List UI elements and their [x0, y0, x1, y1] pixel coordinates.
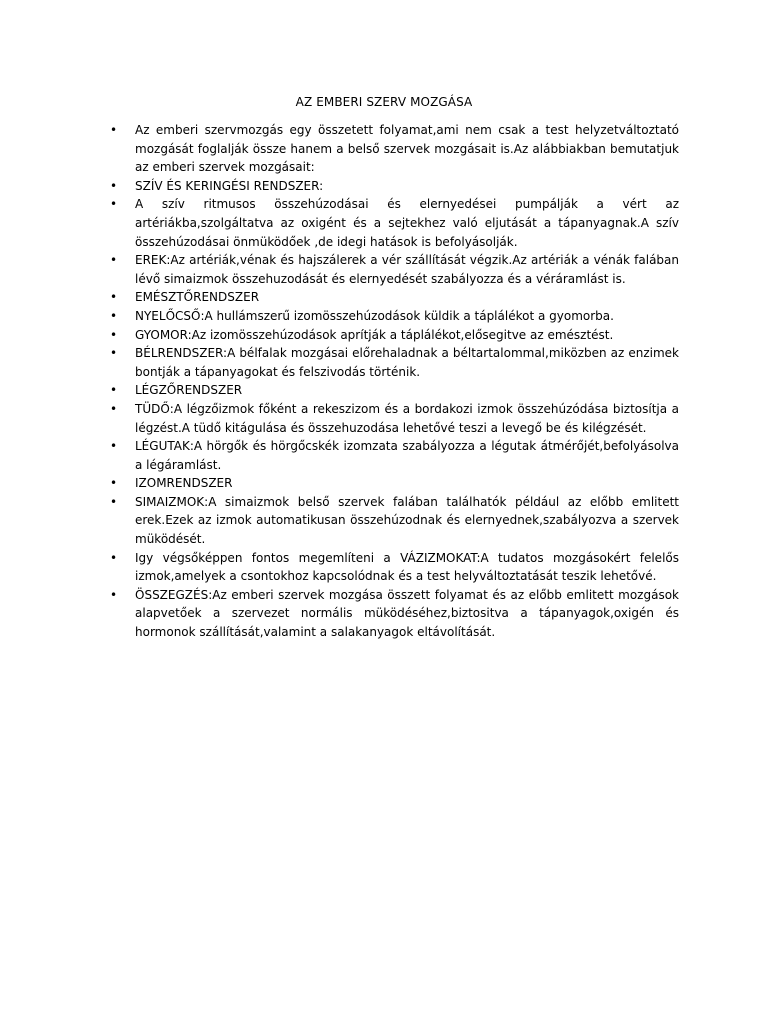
bullet-icon: •: [110, 123, 118, 137]
list-item-text: LÉGUTAK:A hörgők és hörgőcskék izomzata szabályozza a légutak átmérőjét,befolyásolva a légáramlást.: [135, 439, 679, 472]
list-item: [0, 493, 768, 549]
list-item-text: EMÉSZTŐRENDSZER: [135, 290, 260, 305]
bullet-list: [0, 121, 768, 642]
bullet-icon: •: [110, 383, 118, 398]
list-item: [0, 288, 768, 307]
list-item: [0, 344, 768, 381]
bullet-icon: •: [110, 327, 118, 342]
list-item: [0, 251, 768, 288]
bullet-icon: •: [110, 178, 118, 193]
list-item-text: LÉGZŐRENDSZER: [135, 383, 243, 398]
list-item-text: SZÍV ÉS KERINGÉSI RENDSZER:: [135, 178, 324, 193]
list-item: [0, 549, 768, 586]
bullet-icon: •: [110, 550, 118, 565]
list-item: [0, 400, 768, 437]
list-item: [0, 121, 768, 177]
list-item-text: NYELŐCSŐ:A hullámszerű izomösszehúzodások küldik a táplálékot a gyomorba.: [135, 308, 614, 323]
bullet-icon: •: [110, 346, 118, 361]
list-item: [0, 474, 768, 493]
list-item-text: A szív ritmusos összehúzodásai és elernyedései pumpálják a vért az artériákba,szolgáltatva az oxigént és a sejtekhez való eljutását a tápanyagnak.A szív összehúzodásai önmüködőek ,de idegi hatások is befolyásolják.: [135, 197, 679, 249]
list-item-text: GYOMOR:Az izomösszehúzodások aprítják a táplálékot,elősegitve az emésztést.: [135, 327, 614, 342]
bullet-icon: •: [110, 476, 118, 491]
bullet-icon: •: [110, 290, 118, 305]
list-item: [0, 195, 768, 251]
bullet-icon: •: [110, 253, 118, 268]
list-item: [0, 586, 768, 642]
list-item-text: BÉLRENDSZER:A bélfalak mozgásai előrehaladnak a béltartalommal,miközben az enzimek bontják a tápanyagokat és felszivodás történik.: [135, 346, 679, 379]
list-item: [0, 381, 768, 400]
bullet-icon: •: [110, 439, 118, 454]
list-item: [0, 177, 768, 196]
bullet-icon: •: [110, 587, 118, 602]
document-title: AZ EMBERI SZERV MOZGÁSA: [295, 95, 473, 109]
bullet-icon: •: [110, 401, 118, 416]
bullet-icon: •: [110, 494, 118, 509]
list-item: [0, 326, 768, 345]
list-item-text: IZOMRENDSZER: [135, 476, 233, 491]
list-item-text: SIMAIZMOK:A simaizmok belső szervek falában találhatók például az előbb emlitett erek.Ezek az izmok automatikusan összehúzodnak és elernyednek,szabályozva a szervek müködését.: [135, 494, 679, 547]
list-item-text: Az emberi szervmozgás egy összetett folyamat,ami nem csak a test helyzetváltoztató mozgását foglalják össze hanem a belső szervek mozgásait is.Az alábbiakban bemutatjuk az emberi szervek mozgásait:: [135, 123, 679, 175]
bullet-icon: •: [110, 197, 118, 212]
bullet-icon: •: [110, 308, 118, 323]
list-item: [0, 437, 768, 474]
list-item: [0, 307, 768, 326]
list-item-text: EREK:Az artériák,vénak és hajszálerek a vér szállítását végzik.Az artériák a vénák falában lévő simaizmok összehuzodását és elernyedését szabályozza és a véráramlást is.: [135, 253, 679, 286]
list-item-text: Igy végsőképpen fontos megemlíteni a VÁZIZMOKAT:A tudatos mozgásokért felelős izmok,amelyek a csontokhoz kapcsolódnak és a test helyváltoztatását teszik lehetővé.: [135, 550, 679, 584]
list-item-text: TÜDŐ:A légzőizmok főként a rekeszizom és a bordakozi izmok összehúzódása biztosítja a légzést.A tüdő kitágulása és összehuzodása lehetővé teszi a levegő be és kilégzését.: [135, 401, 679, 435]
list-item-text: ÖSSZEGZÉS:Az emberi szervek mozgása összett folyamat és az előbb emlitett mozgások alapvetőek a szervezet normális müködéséhez,biztositva a tápanyagok,oxigén és hormonok szállítását,valamint a salakanyagok eltávolítását.: [135, 587, 679, 640]
